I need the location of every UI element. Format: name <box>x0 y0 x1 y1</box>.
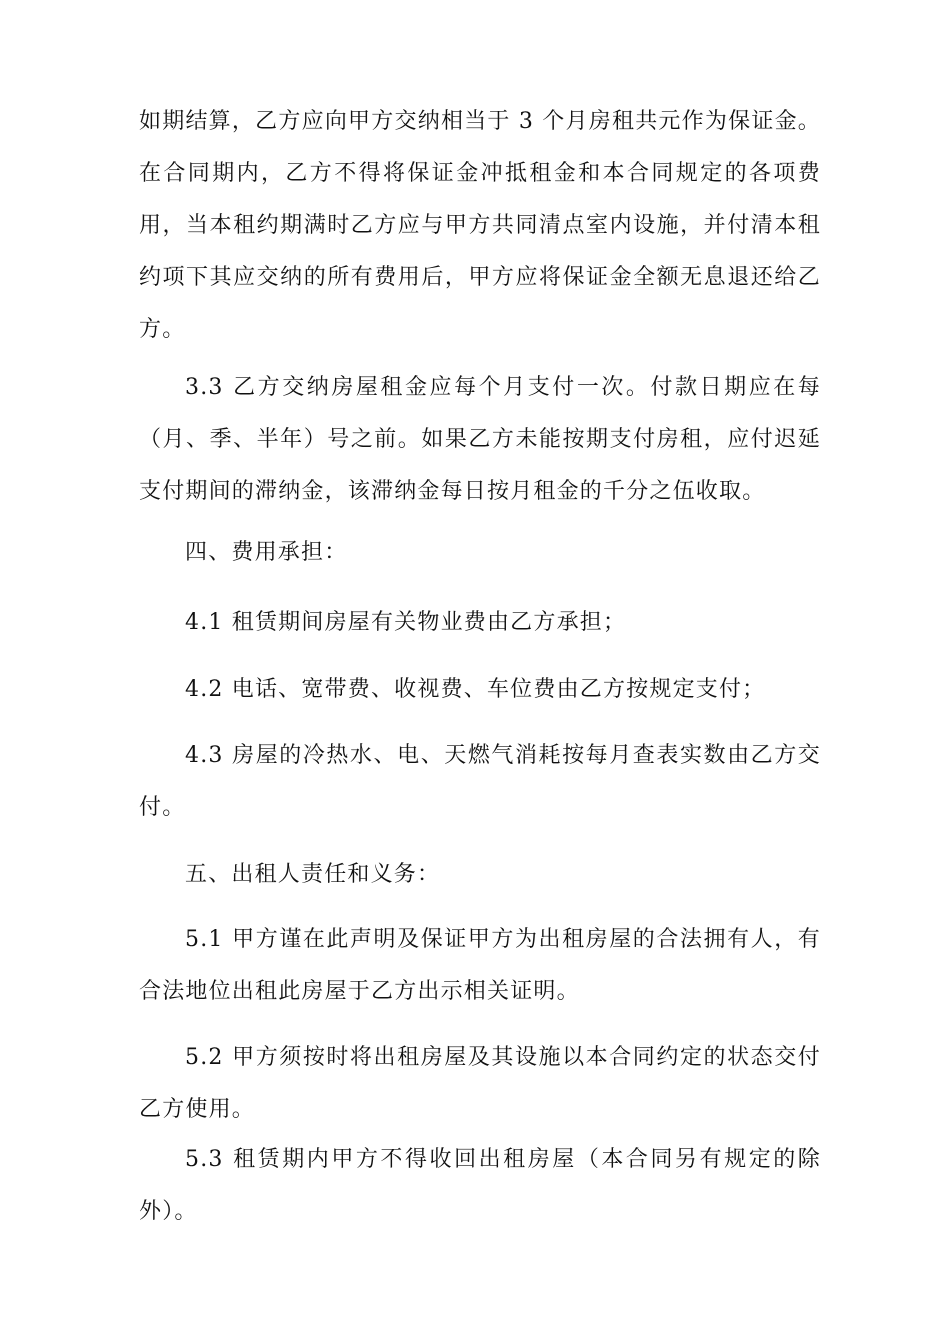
paragraph-3-3: 3.3 乙方交纳房屋租金应每个月支付一次。付款日期应在每（月、季、半年）号之前。如果乙方未能按期支付房租，应付迟延支付期间的滞纳金，该滞纳金每日按月租金的千分之伍收取。 <box>139 375 821 504</box>
paragraph-4-2: 4.2 电话、宽带费、收视费、车位费由乙方按规定支付； <box>185 677 766 702</box>
section-heading-4: 四、费用承担： <box>185 540 348 565</box>
paragraph-5-1: 5.1 甲方谨在此声明及保证甲方为出租房屋的合法拥有人，有合法地位出租此房屋于乙方出示相关证明。 <box>139 927 821 1004</box>
paragraph-4-3: 4.3 房屋的冷热水、电、天燃气消耗按每月查表实数由乙方交付。 <box>139 743 821 820</box>
paragraph-4-1: 4.1 租赁期间房屋有关物业费由乙方承担； <box>185 610 627 635</box>
paragraph-deposit-continuation: 如期结算，乙方应向甲方交纳相当于 3 个月房租共元作为保证金。在合同期内，乙方不得将保证金冲抵租金和本合同规定的各项费用，当本租约期满时乙方应与甲方共同清点室内设施，并付清本租约项下其应交纳的所有费用后，甲方应将保证金全额无息退还给乙方。 <box>139 109 821 342</box>
section-heading-5: 五、出租人责任和义务： <box>185 862 441 887</box>
paragraph-5-2: 5.2 甲方须按时将出租房屋及其设施以本合同约定的状态交付乙方使用。 <box>139 1045 821 1122</box>
paragraph-5-3: 5.3 租赁期内甲方不得收回出租房屋（本合同另有规定的除外）。 <box>139 1147 821 1224</box>
